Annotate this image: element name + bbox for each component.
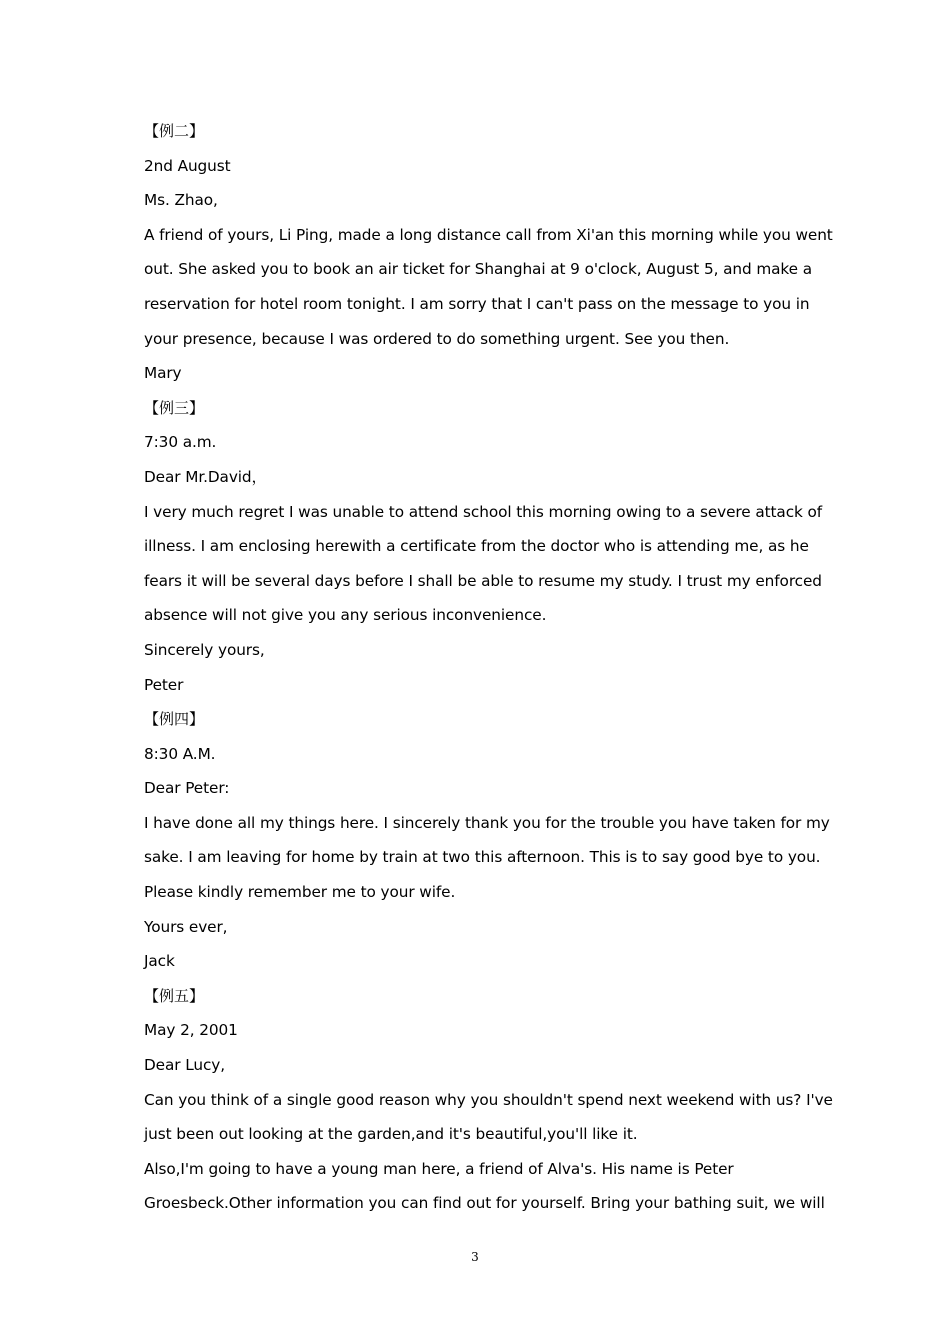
text-line: Dear Lucy,: [144, 1056, 225, 1075]
text-line: illness. I am enclosing herewith a certificate from the doctor who is attending me, as he: [144, 537, 809, 556]
text-line: Yours ever,: [144, 917, 228, 936]
text-line: Can you think of a single good reason why you shouldn't spend next weekend with us? I've: [144, 1090, 833, 1109]
section-heading: 【例三】: [144, 398, 205, 417]
text-line: Peter: [144, 675, 184, 694]
text-line: out. She asked you to book an air ticket for Shanghai at 9 o'clock, August 5, and make a: [144, 260, 812, 279]
section-heading: 【例五】: [144, 986, 205, 1005]
text-line: Also,I'm going to have a young man here, a friend of Alva's. His name is Peter: [144, 1159, 734, 1178]
text-line: 8:30 A.M.: [144, 744, 216, 763]
text-line: Dear Peter:: [144, 779, 230, 798]
document-body: [144, 114, 833, 1221]
text-line: your presence, because I was ordered to do something urgent. See you then.: [144, 329, 730, 348]
text-line: Ms. Zhao,: [144, 191, 218, 210]
text-line: Groesbeck.Other information you can find out for yourself. Bring your bathing suit, we will: [144, 1194, 825, 1213]
text-line: fears it will be several days before I shall be able to resume my study. I trust my enforced: [144, 571, 822, 590]
text-line: A friend of yours, Li Ping, made a long distance call from Xi'an this morning while you went: [144, 225, 833, 244]
text-line: I have done all my things here. I sincerely thank you for the trouble you have taken for my: [144, 813, 830, 832]
section-heading: 【例四】: [144, 710, 205, 729]
text-line: Jack: [144, 952, 175, 971]
text-line: sake. I am leaving for home by train at two this afternoon. This is to say good bye to you.: [144, 848, 821, 867]
text-line: I very much regret I was unable to attend school this morning owing to a severe attack of: [144, 502, 823, 521]
section-heading: 【例二】: [144, 122, 205, 140]
text-line: 7:30 a.m.: [144, 433, 217, 452]
text-line: Sincerely yours,: [144, 640, 265, 659]
text-line: just been out looking at the garden,and it's beautiful,you'll like it.: [144, 1125, 638, 1144]
text-line: Dear Mr.David，: [144, 467, 267, 486]
text-line: absence will not give you any serious inconvenience.: [144, 606, 547, 625]
page-number: 3: [471, 1250, 479, 1264]
text-line: reservation for hotel room tonight. I am sorry that I can't pass on the message to you in: [144, 294, 810, 313]
text-line: Mary: [144, 364, 182, 383]
text-line: 2nd August: [144, 156, 231, 175]
text-line: Please kindly remember me to your wife.: [144, 883, 456, 902]
text-line: May 2, 2001: [144, 1021, 238, 1040]
